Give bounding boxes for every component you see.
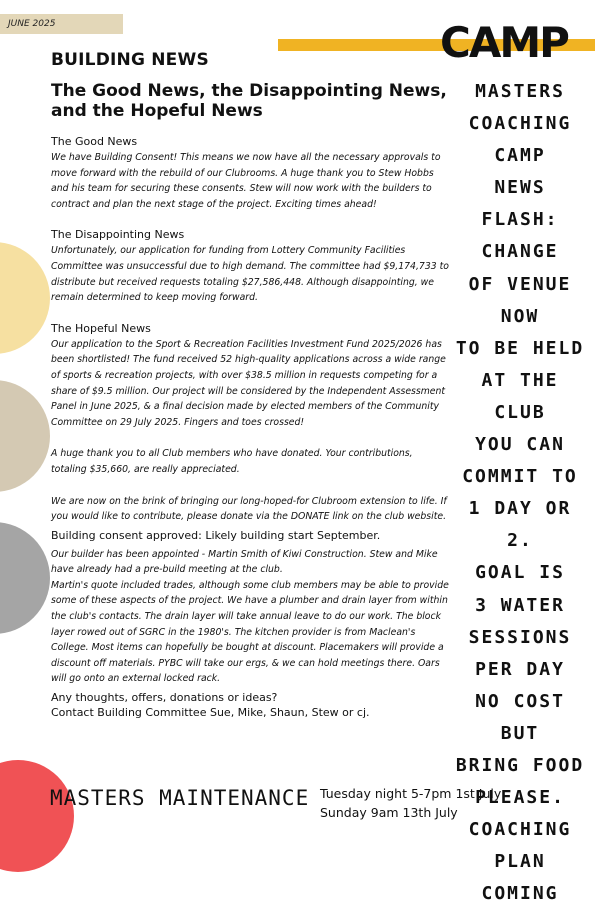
schedule-line-2: Sunday 9am 13th July	[320, 805, 458, 820]
news-flash-line: BRING FOOD	[455, 754, 585, 776]
news-flash-line: 1 DAY OR 2.	[468, 498, 572, 552]
news-flash-line: PLAN COMING	[481, 851, 559, 905]
news-flash-line: NO COST	[475, 690, 565, 712]
page-subtitle: The Good News, the Disappointing News, and the Hopeful News	[51, 81, 447, 121]
news-flash-line: COACHING	[468, 819, 572, 841]
news-flash-line: SESSIONS	[468, 626, 572, 648]
news-flash-line: TO BE HELD	[455, 337, 585, 359]
news-flash-line: NEWS FLASH:	[481, 177, 559, 231]
news-flash-line: NOW	[500, 305, 540, 327]
disappointing-news-heading: The Disappointing News	[51, 228, 185, 242]
news-flash-line: GOAL IS	[475, 562, 565, 584]
hopeful-news-heading: The Hopeful News	[51, 321, 151, 335]
good-news-heading: The Good News	[51, 135, 138, 148]
schedule-line-1: Tuesday night 5-7pm 1st July	[320, 786, 502, 801]
news-flash-line: MASTERS	[475, 81, 565, 102]
decor-circle-red	[0, 760, 74, 872]
news-flash-line: CAMP	[494, 145, 546, 167]
page-title: BUILDING NEWS	[51, 50, 209, 70]
news-flash-line: COACHING	[468, 113, 572, 135]
thoughts-line: Any thoughts, offers, donations or ideas?	[51, 691, 278, 705]
contact-line: Contact Building Committee Sue, Mike, Shaun, Stew or cj.	[51, 706, 370, 720]
news-flash-line: OF VENUE	[468, 273, 572, 295]
decor-circle-gray	[0, 522, 50, 634]
decor-circle-tan	[0, 380, 50, 492]
news-flash-line: PLEASE.	[475, 787, 565, 809]
builder-body: Our builder has been appointed - Martin Smith of Kiwi Construction. Stew and Mike have already had a pre-build meeting at the club.	[51, 548, 438, 576]
news-flash-line: PER DAY	[475, 658, 565, 680]
donations-thanks: A huge thank you to all Club members who have donated. Your contributions, totaling $35,660, are really appreciated.	[51, 448, 413, 475]
footer-title: MASTERS MAINTENANCE	[50, 786, 310, 810]
news-flash-line: COMMIT TO	[462, 466, 578, 488]
quote-body: Martin's quote included trades, although some club members may be able to provide some of these aspects of the project. We have a plumber and drain layer from within the club's contacts. The drain layer will take annual leave to do our work. The block layer rowed out of SGRC in the 1980's. The kitchen provider is from Maclean's College. Most items can hopefully be bought at discount. Placemakers will provide a discount off materials. PYBC will take our ergs, & we can hold meetings there. Oars will go onto an external locked rack.	[51, 579, 449, 685]
news-flash-line: BUT	[500, 722, 540, 744]
date-tag: JUNE 2025	[0, 14, 123, 34]
news-flash-line: AT THE CLUB	[481, 369, 559, 423]
news-flash-line: 3 WATER	[475, 594, 565, 616]
hopeful-news-body: Our application to the Sport & Recreation Facilities Investment Fund 2025/2026 has been shortlisted! The fund received 52 high-quality applications across a wide range of sports & recreation projects, with over $38.5 million in requests competing for a share of $9.5 million. Our project will be considered by the Independent Assessment Panel in June 2025, & a final decision made by elected members of the Community Committee on 29 July 2025. Fingers and toes crossed!	[51, 338, 446, 428]
consent-line: Building consent approved: Likely building start September.	[51, 528, 381, 542]
news-flash-line: YOU CAN	[475, 434, 565, 456]
building-news-column	[51, 50, 449, 724]
good-news-body: We have Building Consent! This means we now have all the necessary approvals to move forward with the rebuild of our Clubrooms. A huge thank you to Stew Hobbs and his team for securing these consents. Stew will now work with the builders to contract and plan the next stage of the project. Exciting times ahead!	[51, 152, 441, 210]
footer-schedule	[320, 784, 501, 822]
news-flash-line: CHANGE	[481, 241, 559, 263]
donate-appeal: We are now on the brink of bringing our long-hoped-for Clubroom extension to life. If you would like to contribute, please donate via the DONATE link on the club website.	[51, 495, 447, 523]
camp-logo: CAMP	[440, 18, 568, 67]
disappointing-news-body: Unfortunately, our application for funding from Lottery Community Facilities Committee was unsuccessful due to high demand. The committee had $9,174,733 to distribute but received requests totaling $27,586,448. Although disappointing, we remain determined to keep moving forward.	[51, 245, 449, 304]
decor-circle-yellow	[0, 242, 50, 354]
